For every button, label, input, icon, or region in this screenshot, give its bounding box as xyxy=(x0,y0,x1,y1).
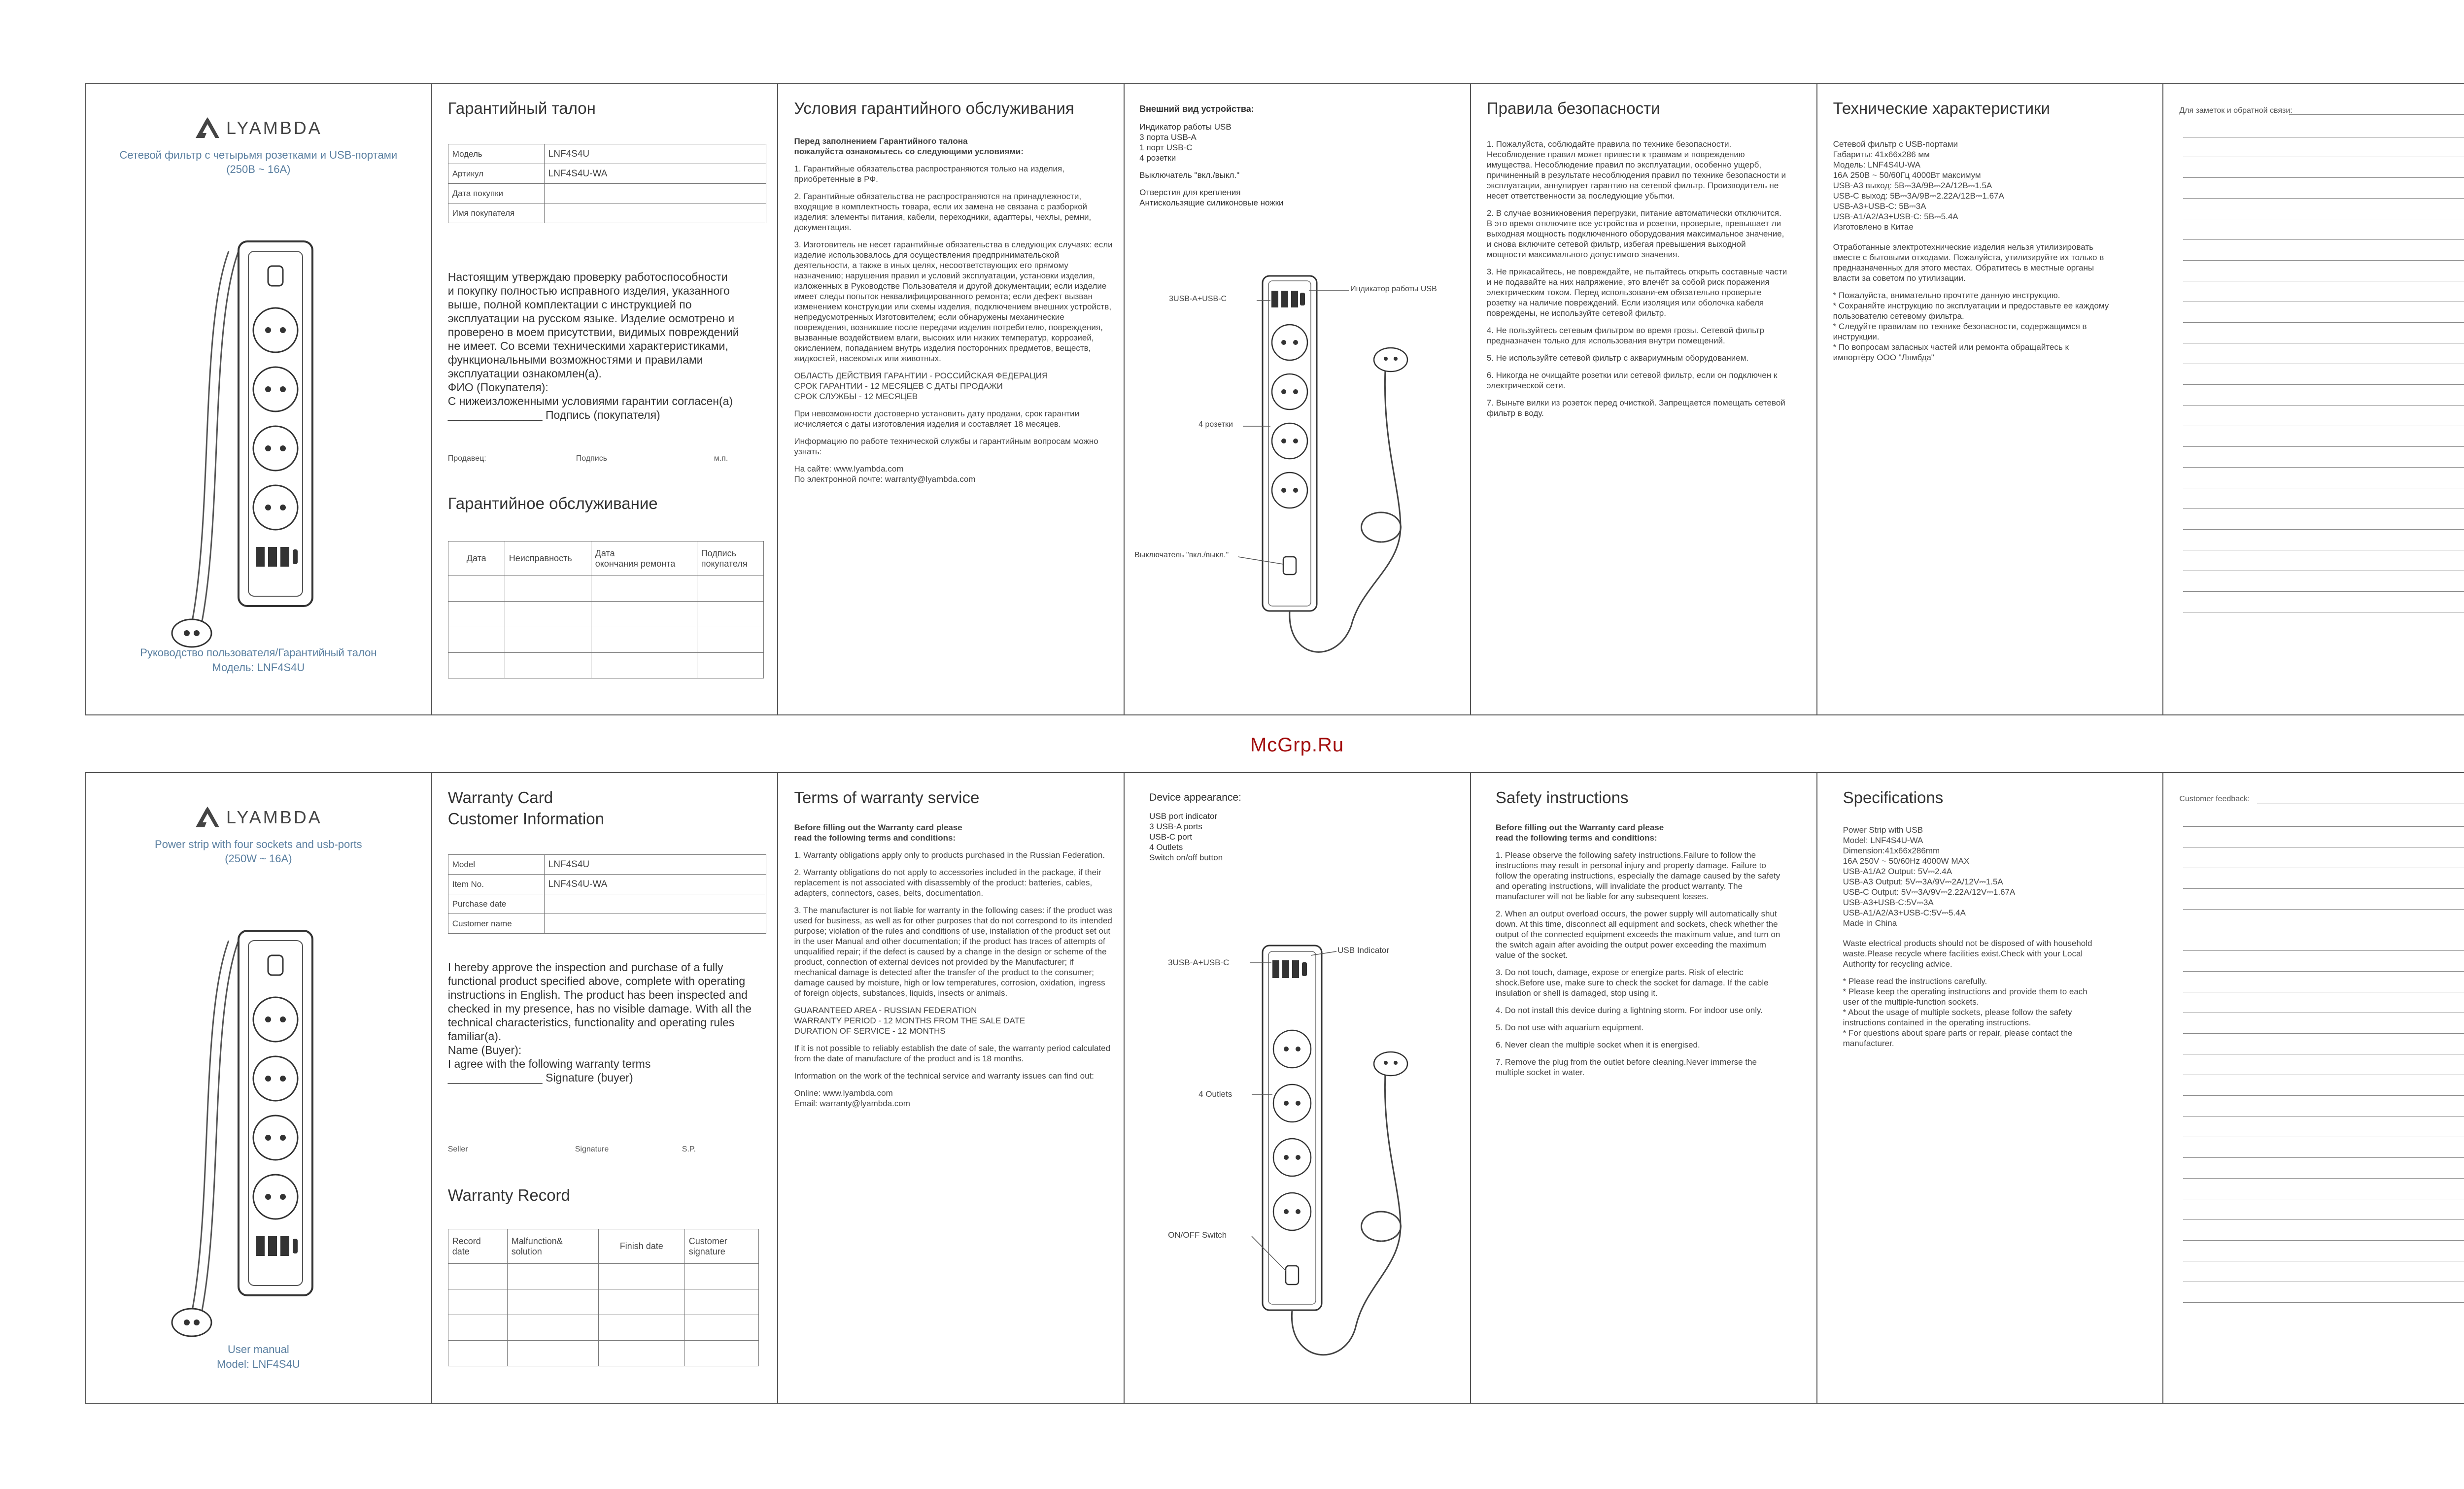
cover-footer-model: Модель: LNF4S4U xyxy=(212,661,305,674)
terms-item: 3. Изготовитель не несет гарантийные обязательства в следующих случаях: если изделие использовалось для осуществления предпринимательской деятельности, а также в иных целях, несоответствующих его прямому назначению; нарушения правил и условий эксплуатации, установки изделия, изложенных в Руководстве Пользователя и другой документации; если изделие имеет следы попыток неквалифицированного ремонта; если дефект вызван изменением конструкции или схемы изделия, подключением внешних устройств, непредусмотренных Изготовителем; если обнаружены механические повреждения, возникшие после передачи изделия потребителю, повреждения, вызванные воздействием влаги, высоких или низких температур, коррозией, окислением, попаданием внутрь изделия посторонних предметов, веществ, жидкостей, насекомых или животных. xyxy=(794,240,1113,363)
terms-item: 3. The manufacturer is not liable for warranty in the following cases: if the product was used for business, as well as for other purposes that do not correspond to its intended purpose; violation of the rules and conditions of use, installation of the product set out in the user Manual and other documentation; if the product has traces of attempts of unqualified repair; if the defect is caused by a change in the design or scheme of the product, connection of external devices not provided by the Manufacturer; if mechanical damage is detected after the transfer of the product to the consumer; damage caused by moisture, high or low temperatures, corrosion, oxidation, ingress of foreign objects, substances, liquids, insects or animals. xyxy=(794,906,1113,998)
terms-lead: Перед заполнением Гарантийного талона пожалуйста ознакомьтесь со следующими условиями: xyxy=(794,136,1024,156)
safety-item: 7. Выньте вилки из розеток перед очисткой. Запрещается помещать сетевой фильтр в воду. xyxy=(1486,398,1785,418)
terms-title: Terms of warranty service xyxy=(794,788,980,807)
safety-panel xyxy=(1471,84,1817,714)
cover-footer-title: User manual xyxy=(228,1343,289,1355)
table-header-row xyxy=(448,541,763,576)
safety-item: 7. Remove the plug from the outlet before cleaning.Never immerse the multiple socket in water. xyxy=(1495,1057,1757,1077)
table-row xyxy=(448,203,766,223)
safety-item: 3. Не прикасайтесь, не повреждайте, не пытайтесь открыть составные части и не подавайте на них напряжение, это влечёт за собой риск поражения электрическим током. Перед использовани-ем обязательно проверьте розетку на наличие повреждений. Если изоляция или оболочка кабеля повреждены, не используйте сетевой фильтр. xyxy=(1486,267,1787,318)
note-line[interactable] xyxy=(2183,1157,2464,1158)
terms-panel xyxy=(778,84,1125,714)
terms-item: 1. Гарантийные обязательства распространяются только на изделия, приобретенные в РФ. xyxy=(794,164,1064,184)
info-value[interactable]: LNF4S4U xyxy=(544,855,766,875)
note-line[interactable] xyxy=(2183,508,2464,509)
specs-notes: * Please read the instructions carefully. * Please keep the operating instructions and provide them to each user of the multiple-function sockets. * About the usage of multiple sockets, please follow the safety instructions contained in the operating instructions. * For questions about spare parts or repair, please contact the manufacturer. xyxy=(1843,977,2088,1048)
note-line[interactable] xyxy=(2183,177,2464,178)
device-switch: Выключатель "вкл./выкл." xyxy=(1139,170,1240,180)
note-line[interactable] xyxy=(2183,1095,2464,1096)
info-value[interactable]: LNF4S4U-WA xyxy=(544,875,766,894)
cover-footer-model: Model: LNF4S4U xyxy=(216,1358,300,1370)
safety-body xyxy=(1487,139,1787,425)
specs-body xyxy=(1843,825,2099,1055)
device-features: USB port indicator 3 USB-A ports USB-C port 4 Outlets Switch on/off button xyxy=(1149,812,1223,862)
callout-switch: Выключатель "вкл./выкл." xyxy=(1134,551,1229,559)
safety-item: 1. Please observe the following safety instructions.Failure to follow the instructions may result in personal injury and property damage. Failure to follow the operating instructions, especially the damage caused by the safety and operating instructions, will invalidate the product warranty. The manufacturer will not be liable for any subsequent losses. xyxy=(1495,850,1780,901)
note-line[interactable] xyxy=(2183,467,2464,468)
terms-body xyxy=(794,136,1114,491)
specs-panel xyxy=(1817,773,2164,1403)
col-header: Подпись покупателя xyxy=(697,541,763,576)
note-line[interactable] xyxy=(2183,198,2464,199)
note-line[interactable] xyxy=(2183,909,2464,910)
stamp-label: S.P. xyxy=(682,1145,696,1153)
note-line[interactable] xyxy=(2183,1240,2464,1241)
info-value[interactable] xyxy=(544,894,766,914)
callout-outlets: 4 Outlets xyxy=(1198,1089,1232,1099)
stamp-label: м.п. xyxy=(714,454,728,463)
table-row[interactable] xyxy=(448,1315,758,1341)
note-line[interactable] xyxy=(2183,529,2464,530)
seller-label: Продавец: xyxy=(447,454,486,463)
info-value[interactable]: LNF4S4U-WA xyxy=(544,164,766,184)
terms-contacts: На сайте: www.lyambda.com По электронной почте: warranty@lyambda.com xyxy=(794,464,976,484)
col-header: Дата xyxy=(448,541,505,576)
terms-info: Information on the work of the technical service and warranty issues can find out: xyxy=(794,1071,1094,1081)
specs-recycle: Waste electrical products should not be disposed of with household waste.Please recycle where facilities exist.Check with your Local Authority for recycling advice. xyxy=(1843,939,2092,969)
specs-body xyxy=(1833,139,2109,370)
product-info-table xyxy=(448,854,766,934)
table-row xyxy=(448,855,766,875)
device-title: Device appearance: xyxy=(1149,792,1241,803)
callout-outlets: 4 розетки xyxy=(1198,420,1233,429)
terms-contacts: Online: www.lyambda.com Email: warranty@lyambda.com xyxy=(794,1088,910,1108)
safety-item: 2. В случае возникновения перегрузки, питание автоматически отключится. В это время отключите все устройства и розетки, проверьте, превышает ли выходная мощность подключенного оборудования максимальное значение, и снова включите сетевой фильтр, избегая превышения выходной мощности максимального допустимого значения. xyxy=(1486,208,1784,259)
terms-item: 2. Warranty obligations do not apply to accessories included in the package, if their replacement is not associated with disassembly of the product: batteries, cables, adapters, connectors, cases, belts, documentation. xyxy=(794,868,1101,898)
cover-subtitle: Сетевой фильтр с четырьмя розетками и USB-портами (250В ~ 16А) xyxy=(119,149,398,175)
table-row[interactable] xyxy=(448,1341,758,1366)
device-holes: Отверстия для крепления Антискользящие силиконовые ножки xyxy=(1139,188,1284,207)
table-row[interactable] xyxy=(448,576,763,602)
note-line[interactable] xyxy=(2183,888,2464,889)
note-line[interactable] xyxy=(2183,239,2464,240)
notes-title: Customer feedback: xyxy=(2179,795,2250,803)
service-record-table xyxy=(448,541,764,678)
note-line[interactable] xyxy=(2183,826,2464,827)
info-value[interactable]: LNF4S4U xyxy=(544,144,766,164)
note-line[interactable] xyxy=(2183,1033,2464,1034)
callout-indicator: Индикатор работы USB xyxy=(1350,285,1437,293)
note-line[interactable] xyxy=(2183,950,2464,951)
terms-panel xyxy=(778,773,1125,1403)
terms-area: GUARANTEED AREA - RUSSIAN FEDERATION WARRANTY PERIOD - 12 MONTHS FROM THE SALE DATE DURATION OF SERVICE - 12 MONTHS xyxy=(794,1006,1026,1036)
col-header: Неисправность xyxy=(505,541,591,576)
col-header: Malfunction& solution xyxy=(507,1229,598,1264)
device-panel xyxy=(1125,84,1471,714)
safety-panel xyxy=(1471,773,1817,1403)
table-row xyxy=(448,875,766,894)
note-line[interactable] xyxy=(2183,446,2464,447)
cover-panel xyxy=(86,84,432,714)
seller-label: Seller xyxy=(447,1145,468,1153)
info-value[interactable] xyxy=(544,203,766,223)
terms-item: 2. Гарантийные обязательства не распространяются на принадлежности, входящие в комплектность товара, если их замена не связана с разборкой изделия: элементы питания, кабели, переходники, адаптеры, чехлы, ремни, документация. xyxy=(794,192,1092,232)
note-line[interactable] xyxy=(2183,405,2464,406)
terms-title: Условия гарантийного обслуживания xyxy=(794,99,1074,117)
note-line[interactable] xyxy=(2183,1178,2464,1179)
info-key: Дата покупки xyxy=(448,184,544,203)
service-record-table xyxy=(448,1229,759,1366)
specs-title: Технические характеристики xyxy=(1833,99,2050,117)
note-line[interactable] xyxy=(2183,1116,2464,1117)
specs-notes: * Пожалуйста, внимательно прочтите данную инструкцию. * Сохраняйте инструкцию по эксплуатации и предоставьте ее каждому пользователю сетевому фильтра. * Следуйте правилам по технике безопасности, содержащимся в инструкции. * По вопросам запасных частей или ремонта обращайтесь к импортёру ООО "Лямбда" xyxy=(1833,291,2109,362)
note-line[interactable] xyxy=(2183,591,2464,592)
safety-item: 4. Do not install this device during a lightning storm. For indoor use only. xyxy=(1495,1006,1763,1015)
warranty-card-panel xyxy=(432,773,779,1403)
terms-info: Информацию по работе технической службы и гарантийным вопросам можно узнать: xyxy=(794,437,1098,456)
table-row[interactable] xyxy=(448,602,763,627)
device-panel xyxy=(1125,773,1471,1403)
note-line[interactable] xyxy=(2183,1302,2464,1303)
notes-panel xyxy=(2163,773,2464,1403)
table-row xyxy=(448,914,766,934)
safety-body xyxy=(1496,822,1786,1084)
brand-logo xyxy=(86,807,431,828)
warranty-statement xyxy=(448,270,763,422)
specs-recycle: Отработанные электротехнические изделия нельзя утилизировать вместе с бытовыми отходами. Пожалуйста, утилизируйте их только в предназначенных для этого местах. Обратитесь в местные органы власти за советом по утилизации. xyxy=(1833,242,2104,283)
callout-usb: 3USB-A+USB-C xyxy=(1169,295,1227,303)
info-key: Model xyxy=(448,855,544,875)
specs-panel xyxy=(1817,84,2164,714)
safety-item: 5. Не используйте сетевой фильтр с аквариумным оборудованием. xyxy=(1486,353,1749,363)
terms-calc: If it is not possible to reliably establish the date of sale, the warranty period calculated from the date of manufacture of the product and is 18 months. xyxy=(794,1044,1111,1063)
col-header: Дата окончания ремонта xyxy=(591,541,697,576)
brand-logo xyxy=(86,117,431,139)
note-line[interactable] xyxy=(2289,114,2464,115)
safety-item: 3. Do not touch, damage, expose or energize parts. Risk of electric shock.Before use, make sure to check the socket for damage. If the cable insulation or shell is damaged, stop using it. xyxy=(1495,968,1769,998)
warranty-card-title: Гарантийный талон xyxy=(447,99,596,117)
safety-item: 4. Не пользуйтесь сетевым фильтром во время грозы. Сетевой фильтр предназначен только для использования внутри помещений. xyxy=(1486,326,1765,345)
note-line[interactable] xyxy=(2183,971,2464,972)
safety-item: 1. Пожалуйста, соблюдайте правила по технике безопасности. Несоблюдение правил может привести к травмам и повреждению имущества. Несоблюдение правил по эксплуатации, особенно ущерб, причиненный в результате несоблюдения правил по технике безопасности и эксплуатации, аннулирует гарантию на сетевой фильтр. Производитель не несет ответственности за последующие убытки. xyxy=(1486,139,1786,201)
safety-item: 2. When an output overload occurs, the power supply will automatically shut down. At this time, disconnect all equipment and sockets, check whether the output of the connected equipment exceeds the maximum value, and turn on the switch again after avoiding the output power exceeding the maximum value of the socket. xyxy=(1495,909,1780,960)
info-key: Customer name xyxy=(448,914,544,934)
info-value[interactable] xyxy=(544,914,766,934)
statement-text: I hereby approve the inspection and purchase of a fully functional product specified above, complete with operating instructions in English. The product has been inspected and checked in my presence, has no visible damage. With all the technical characteristics, functionality and operating rules familiar(a). Name (Buyer): I agree with the following warranty terms _______________ Signature (buyer) xyxy=(447,961,752,1084)
terms-lead: Before filling out the Warranty card please read the following terms and conditions: xyxy=(794,823,962,843)
note-line[interactable] xyxy=(2183,384,2464,385)
warranty-card-panel xyxy=(432,84,779,714)
specs-lines: Power Strip with USB Model: LNF4S4U-WA Dimension:41x66x286mm 16A 250V ~ 50/60Hz 4000W MAX USB-A1/A2 Output: 5V⎓2.4A USB-A3 Output: 5V⎓3A/9V⎓2A/12V⎓1.5A USB-C Output: 5V⎓3A/9V⎓2.22A/12V⎓1.67A USB-A3+USB-C:5V⎓3A USB-A1/A2/A3+USB-C:5V⎓5.4A Made in China xyxy=(1843,825,2016,928)
info-key: Имя покупателя xyxy=(448,203,544,223)
watermark: McGrp.Ru xyxy=(1250,734,1344,756)
service-record-title: Гарантийное обслуживание xyxy=(447,494,658,512)
callout-usb: 3USB-A+USB-C xyxy=(1168,958,1230,967)
info-key: Item No. xyxy=(448,875,544,894)
col-header: Customer signature xyxy=(684,1229,758,1264)
note-line[interactable] xyxy=(2183,260,2464,261)
cover-panel xyxy=(86,773,432,1403)
table-row xyxy=(448,894,766,914)
terms-item: 1. Warranty obligations apply only to products purchased in the Russian Federation. xyxy=(794,850,1105,860)
callout-switch: ON/OFF Switch xyxy=(1168,1230,1227,1240)
device-features: Индикатор работы USB 3 порта USB-A 1 порт USB-C 4 розетки xyxy=(1139,122,1232,163)
notes-title: Для заметок и обратной связи: xyxy=(2179,106,2293,115)
safety-item: 5. Do not use with aquarium equipment. xyxy=(1495,1023,1644,1032)
signature-label: Подпись xyxy=(576,454,608,463)
info-key: Артикул xyxy=(448,164,544,184)
power-strip-illustration xyxy=(170,921,367,1345)
cover-subtitle: Power strip with four sockets and usb-ports (250W ~ 16A) xyxy=(155,838,362,865)
callout-indicator: USB Indicator xyxy=(1337,946,1390,955)
safety-title: Safety instructions xyxy=(1495,788,1629,807)
lambda-logo-icon xyxy=(195,807,220,828)
info-key: Purchase date xyxy=(448,894,544,914)
warranty-statement xyxy=(448,960,763,1084)
table-row xyxy=(448,144,766,164)
device-diagram xyxy=(1125,84,1471,714)
table-row xyxy=(448,184,766,203)
signature-label: Signature xyxy=(575,1145,609,1153)
lambda-logo-icon xyxy=(195,117,220,139)
specs-title: Specifications xyxy=(1843,788,1944,807)
table-row[interactable] xyxy=(448,627,763,653)
safety-lead: Before filling out the Warranty card please read the following terms and conditions: xyxy=(1495,823,1664,843)
notes-panel xyxy=(2163,84,2464,714)
info-key: Модель xyxy=(448,144,544,164)
brand-name: LYAMBDA xyxy=(226,118,322,138)
russian-leaflet xyxy=(85,83,2464,715)
table-row xyxy=(448,164,766,184)
device-diagram xyxy=(1125,773,1471,1403)
device-title: Внешний вид устройства: xyxy=(1139,104,1254,114)
terms-area: ОБЛАСТЬ ДЕЙСТВИЯ ГАРАНТИИ - РОССИЙСКАЯ ФЕДЕРАЦИЯ СРОК ГАРАНТИИ - 12 МЕСЯЦЕВ С ДАТЫ ПРОДАЖИ СРОК СЛУЖБЫ - 12 МЕСЯЦЕВ xyxy=(794,371,1048,401)
safety-item: 6. Never clean the multiple socket when it is energised. xyxy=(1495,1040,1700,1049)
table-row[interactable] xyxy=(448,653,763,678)
table-header-row xyxy=(448,1229,758,1264)
power-strip-illustration xyxy=(170,232,367,655)
service-record-title: Warranty Record xyxy=(447,1186,570,1204)
product-info-table xyxy=(448,144,766,223)
cover-footer-title: Руководство пользователя/Гарантийный талон xyxy=(140,646,377,659)
table-row[interactable] xyxy=(448,1264,758,1289)
warranty-card-title: Warranty Card Customer Information xyxy=(447,788,605,828)
statement-text: Настоящим утверждаю проверку работоспособности и покупку полностью исправного изделия, указанного выше, полной комплектации с инструкцией по эксплуатации на русском языке. Изделие осмотрено и проверено в моем присутствии, видимых повреждений не имеет. Со всеми техническими характеристиками, функциональными возможностями и правилами эксплуатации ознакомлен(а). ФИО (Покупателя): С нижеизложенными условиями гарантии согласен(а) _______________ Подпись (покупателя) xyxy=(447,271,739,421)
table-row[interactable] xyxy=(448,1289,758,1315)
specs-lines: Сетевой фильтр с USB-портами Габариты: 41х66х286 мм Модель: LNF4S4U-WA 16А 250В ~ 50/60Гц 4000Вт максимум USB-A3 выход: 5В⎓3А/9В⎓2А/12В⎓1.5А USB-C выход: 5В⎓3А/9В⎓2.22А/12В⎓1.67А USB-A3+USB-C: 5В⎓3А USB-A1/A2/A3+USB-C: 5В⎓5.4А Изготовлено в Китае xyxy=(1833,139,2004,232)
note-line[interactable] xyxy=(2183,322,2464,323)
terms-body xyxy=(794,822,1114,1116)
safety-item: 6. Никогда не очищайте розетки или сетевой фильтр, если он подключен к электрической сети. xyxy=(1486,371,1778,390)
english-leaflet xyxy=(85,772,2464,1404)
col-header: Record date xyxy=(448,1229,507,1264)
col-header: Finish date xyxy=(598,1229,684,1264)
terms-calc: При невозможности достоверно установить дату продажи, срок гарантии исчисляется с даты изготовления изделия и составляет 18 месяцев. xyxy=(794,409,1080,429)
info-value[interactable] xyxy=(544,184,766,203)
brand-name: LYAMBDA xyxy=(226,807,322,827)
safety-title: Правила безопасности xyxy=(1486,99,1660,117)
note-line[interactable] xyxy=(2183,1219,2464,1220)
